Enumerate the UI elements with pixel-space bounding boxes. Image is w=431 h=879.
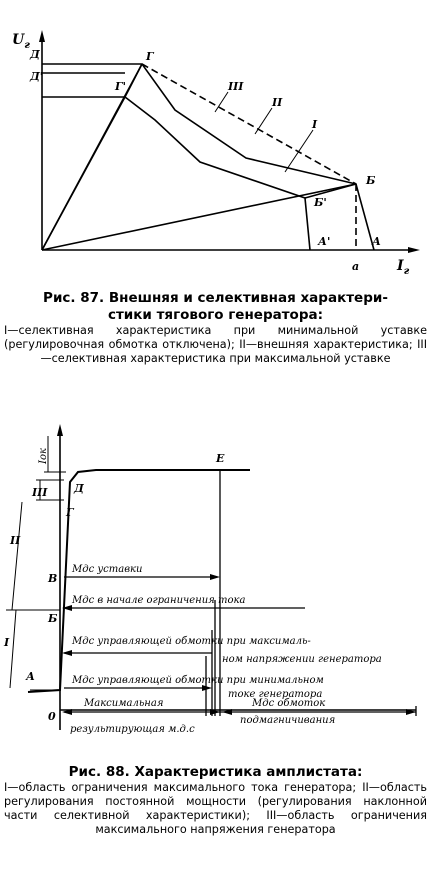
point-D: Д [30,48,40,61]
label-mds-limit-start: Мдс в начале ограничения тока [72,595,246,606]
curve-label-III: III [228,80,244,93]
label-max-resultant-1: Максимальная [84,698,164,709]
point-O: 0 [48,710,56,723]
figure-87-title-line-2: стики тягового генератора: [107,307,323,323]
label-mds-min-current-2: токе генератора [228,689,323,700]
point-G1: Г' [115,80,126,93]
point-A: А [372,235,381,248]
figure-87 [0,0,431,290]
label-mds-min-current-1: Мдс управляющей обмотки при минимальном [72,675,324,686]
point-G: Г [146,50,154,63]
point-B: Б [48,612,58,625]
figure-87-caption [4,290,427,366]
point-D: Д [74,482,84,495]
point-A1: А' [318,235,331,248]
line-B1-B [305,184,356,198]
region-label-II: II [10,534,21,547]
figure-88-caption-body: I—область ограничения максимального тока генератора; II—область регулирования постоянной мощности (регулирования наклонной части селективной характеристики); III—область ограничения максимального напряжения генератора [4,781,427,836]
label-mds-max-voltage-1: Мдс управляющей обмотки при максималь- [72,636,311,647]
curve-label-I: I [312,118,318,131]
region-I-dim [10,610,16,688]
point-E: Е [216,452,225,465]
region-label-III: III [32,486,48,499]
figure-87-title-line-1: Рис. 87. Внешняя и селективная характери- [43,290,388,306]
y-axis-label: $U_г$ [12,32,30,51]
ray-origin-G [42,64,142,250]
point-G: Г [66,506,74,519]
axis-label-iok: Iок [38,448,49,464]
figure-88-title: Рис. 88. Характеристика амплистата: [68,764,363,780]
label-bias-1: Мдс обмоток [252,698,326,709]
region-label-I: I [4,636,10,649]
label-max-resultant-2: результирующая м.д.с [70,724,195,735]
point-A: А [26,670,35,683]
point-D1: Д' [30,70,44,83]
figure-88-caption [4,764,427,837]
label-mds-ustavki: Мдс уставки [72,564,143,575]
point-B1: Б' [314,196,327,209]
label-bias-2: подмагничивания [240,715,336,726]
curve-III-dashed [142,64,356,184]
x-axis-label: $I_г$ [397,258,410,277]
label-mds-max-voltage-2: ном напряжении генератора [222,654,382,665]
amplistat-characteristic [28,470,250,692]
point-a: а [352,260,360,273]
figure-88 [0,420,431,760]
point-V: В [48,572,58,585]
point-B: Б [366,174,376,187]
figure-87-caption-body: I—селективная характеристика при минимальной уставке (регулировочная обмотка отключена); II—внешняя характеристика; III—селективная характеристика при максимальной уставке [4,324,427,365]
region-II-dim [12,502,22,610]
curve-label-II: II [272,96,283,109]
